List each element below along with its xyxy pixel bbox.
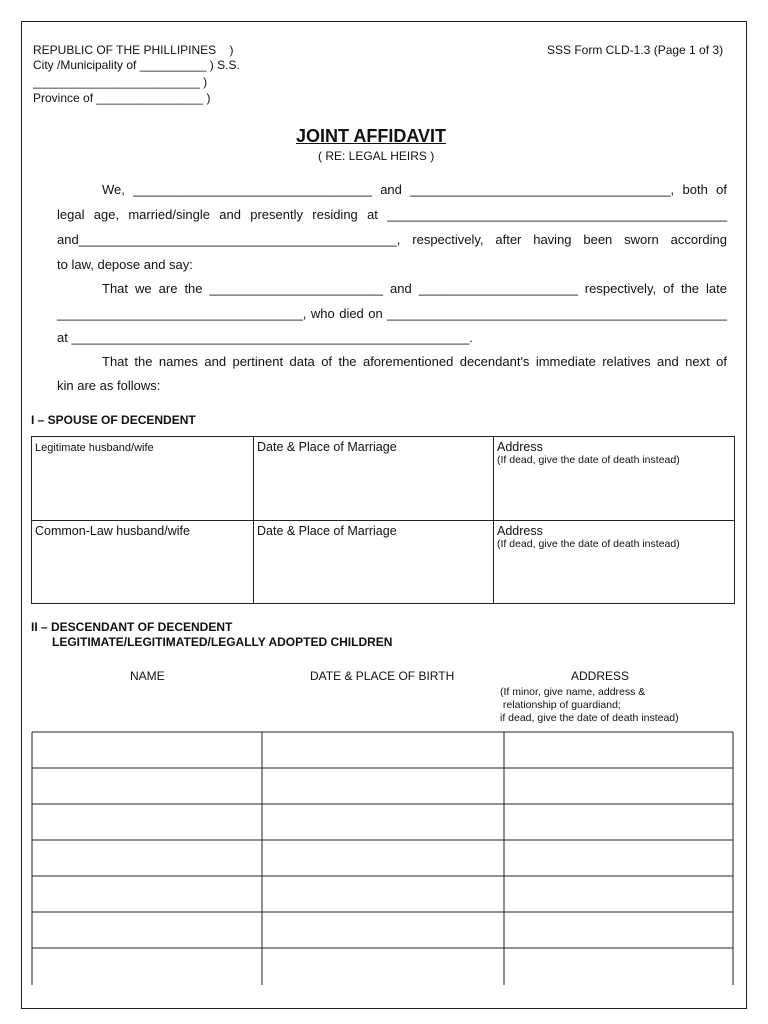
col-name-header: NAME (130, 669, 165, 683)
body-line-7: at _______________________________________________________. (57, 330, 473, 345)
republic-line: REPUBLIC OF THE PHILLIPINES ) (33, 43, 234, 57)
col-address-header: ADDRESS (571, 669, 630, 683)
body-line-2: legal age, married/single and presently residing at _______________________________________________ (57, 207, 727, 222)
col-address-note-3: if dead, give the date of death instead) (500, 712, 679, 724)
body-line-8: That the names and pertinent data of the aforementioned decendant's immediate relatives and next of (102, 354, 727, 369)
body-line-5: That we are the ________________________ and ______________________ respectively, of the late (102, 281, 727, 296)
col-address-note-2: relationship of guardiand; (500, 699, 621, 711)
body-line-6: __________________________________, who died on _______________________________________________ (57, 306, 727, 321)
marriage-label: Date & Place of Marriage (257, 440, 397, 454)
blank-line: _________________________ ) (33, 75, 208, 89)
address-label: Address (497, 440, 543, 454)
col-birth-header: DATE & PLACE OF BIRTH (310, 669, 455, 683)
address-label: Address (497, 524, 543, 538)
body-line-4: to law, depose and say: (57, 257, 193, 272)
page-title: JOINT AFFIDAVIT (296, 126, 446, 146)
section-1-heading: I – SPOUSE OF DECENDENT (31, 413, 196, 427)
address-note: (If dead, give the date of death instead) (497, 538, 680, 550)
common-law-spouse-label: Common-Law husband/wife (35, 524, 190, 538)
body-line-3: and____________________________________________, respectively, after having been sworn according (57, 232, 727, 247)
city-line: City /Municipality of __________ ) S.S. (33, 58, 240, 72)
body-line-9: kin are as follows: (57, 378, 161, 393)
form-id: SSS Form CLD-1.3 (Page 1 of 3) (547, 43, 724, 57)
legitimate-spouse-label: Legitimate husband/wife (35, 442, 154, 454)
section-2-heading: II – DESCENDANT OF DECENDENT (31, 620, 233, 634)
section-2-subheading: LEGITIMATE/LEGITIMATED/LEGALLY ADOPTED CHILDREN (52, 635, 393, 649)
marriage-label: Date & Place of Marriage (257, 524, 397, 538)
province-line: Province of ________________ ) (33, 91, 211, 105)
address-note: (If dead, give the date of death instead) (497, 454, 680, 466)
col-address-note-1: (If minor, give name, address & (500, 686, 646, 698)
page-subtitle: ( RE: LEGAL HEIRS ) (318, 149, 435, 163)
body-line-1: We, _________________________________ and ____________________________________, both of (102, 182, 727, 197)
